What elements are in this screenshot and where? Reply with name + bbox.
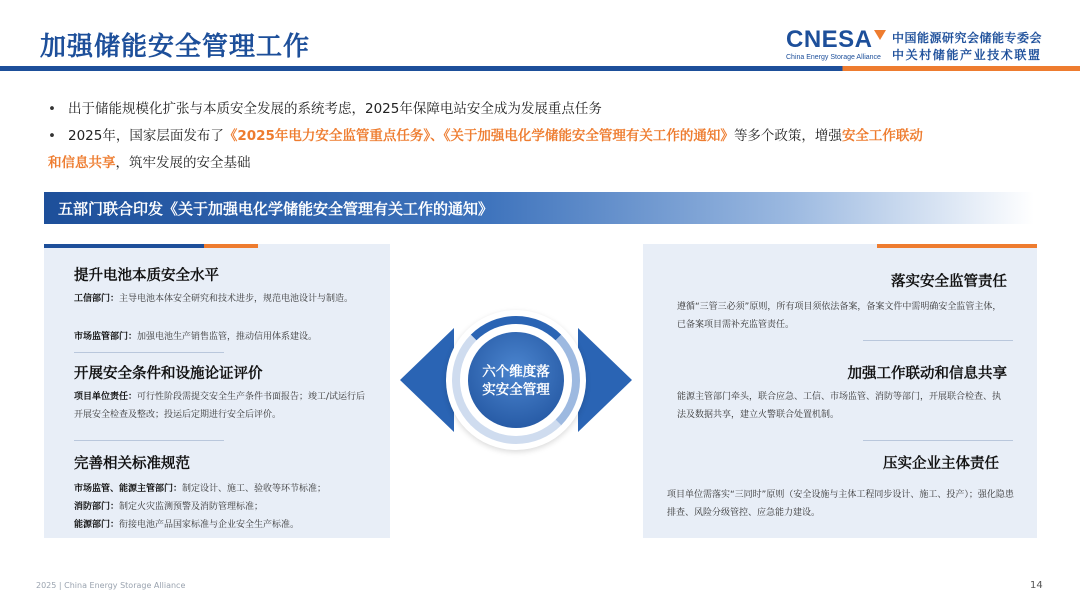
divider: [863, 340, 1013, 341]
footer-copyright: 2025 | China Energy Storage Alliance: [36, 581, 186, 590]
bullet-text: ，筑牢发展的安全基础: [115, 155, 251, 171]
cnesa-logo: [786, 26, 886, 62]
section-paragraph: 遵循“三管三必须”原则，所有项目须依法备案，备案文件中需明确安全监管主体，已备案项目需补充监管责任。: [677, 302, 1002, 330]
emphasis-highlight: 和信息共享: [48, 155, 116, 171]
emphasis-highlight: 安全工作联动: [841, 128, 923, 144]
intro-bullets: [48, 96, 1048, 177]
policy-highlight: 《2025年电力安全监管重点任务》、《关于加强电化学储能安全管理有关工作的通知》: [223, 128, 734, 144]
section-heading: 加强工作联动和信息共享: [847, 366, 1007, 382]
dept-text: 加强电池生产销售监管，推动信用体系建设。: [137, 332, 318, 342]
right-panel: [643, 244, 1037, 538]
dept-text: 制定火灾监测预警及消防管理标准；: [119, 502, 264, 512]
arrow-right-icon: [578, 328, 632, 432]
section-heading: 完善相关标准规范: [74, 456, 190, 472]
divider: [74, 440, 224, 441]
dept-text: 制定设计、施工、验收等环节标准；: [182, 484, 327, 494]
org-name-line1: 中国能源研究会储能专委会: [892, 31, 1043, 45]
logo-text: CNESA: [786, 26, 873, 53]
dept-label: 项目单位责任：: [74, 392, 138, 402]
section-heading: 压实企业主体责任: [883, 456, 999, 472]
page-number: 14: [1030, 580, 1043, 591]
dept-label: 能源部门：: [74, 520, 120, 530]
panel-accent-bar: [877, 244, 1037, 248]
divider: [74, 352, 224, 353]
center-graphic: [400, 310, 632, 450]
panel-accent-bar-orange: [204, 244, 258, 248]
center-label: [476, 363, 556, 399]
slide-header: [0, 0, 1080, 72]
panel-accent-bar: [44, 244, 204, 248]
logo-subtitle: China Energy Storage Alliance: [786, 54, 881, 61]
org-name-line2: 中关村储能产业技术联盟: [892, 48, 1042, 62]
section-paragraph: 项目单位需落实“三同时”原则（安全设施与主体工程同步设计、施工、投产）；强化隐患排查、风险分级管控、应急能力建设。: [667, 490, 1014, 518]
center-label-line2: 实安全管理: [482, 382, 550, 398]
section-heading: 提升电池本质安全水平: [74, 268, 219, 284]
section-paragraph: [74, 480, 384, 498]
section-heading: 落实安全监管责任: [891, 274, 1007, 290]
section-paragraph: 能源主管部门牵头，联合应急、工信、市场监管、消防等部门，开展联合检查、执法及数据共享，建立火警联合处置机制。: [677, 392, 1002, 420]
section-banner: [44, 192, 1034, 224]
bullet-text: 2025年，国家层面发布了: [68, 128, 224, 144]
dept-label: 市场监管部门：: [74, 332, 138, 342]
header-divider: [0, 66, 1080, 71]
section-banner-title: 五部门联合印发《关于加强电化学储能安全管理有关工作的通知》: [58, 200, 494, 218]
bullet-text: 出于储能规模化扩张与本质安全发展的系统考虑，2025年保障电站安全成为发展重点任务: [68, 101, 602, 117]
bullet-continuation: [48, 150, 1048, 177]
section-paragraph: [74, 328, 374, 346]
left-panel: [44, 244, 390, 538]
section-paragraph: [74, 388, 374, 424]
section-paragraph: [74, 290, 374, 308]
bullet-item: [48, 96, 1048, 123]
section-paragraph: [74, 498, 384, 516]
bullet-item: [48, 123, 1048, 150]
dept-text: 主导电池本体安全研究和技术进步，规范电池设计与制造。: [119, 294, 354, 304]
slide-title: 加强储能安全管理工作: [40, 32, 311, 62]
logo-triangle-icon: [874, 30, 886, 40]
dept-label: 消防部门：: [74, 502, 120, 512]
dept-label: 市场监管、能源主管部门：: [74, 484, 183, 494]
dept-text: 可行性阶段需提交安全生产条件书面报告；竣工/试运行后开展安全检查及整改；投运后定期进行安全后评价。: [74, 392, 366, 420]
bullet-text: 等多个政策，增强: [733, 128, 842, 144]
dept-label: 工信部门：: [74, 294, 120, 304]
dept-text: 衔接电池产品国家标准与企业安全生产标准。: [119, 520, 300, 530]
center-label-line1: 六个维度落: [482, 364, 550, 380]
section-paragraph: [74, 516, 384, 534]
section-heading: 开展安全条件和设施论证评价: [74, 366, 263, 382]
divider: [863, 440, 1013, 441]
